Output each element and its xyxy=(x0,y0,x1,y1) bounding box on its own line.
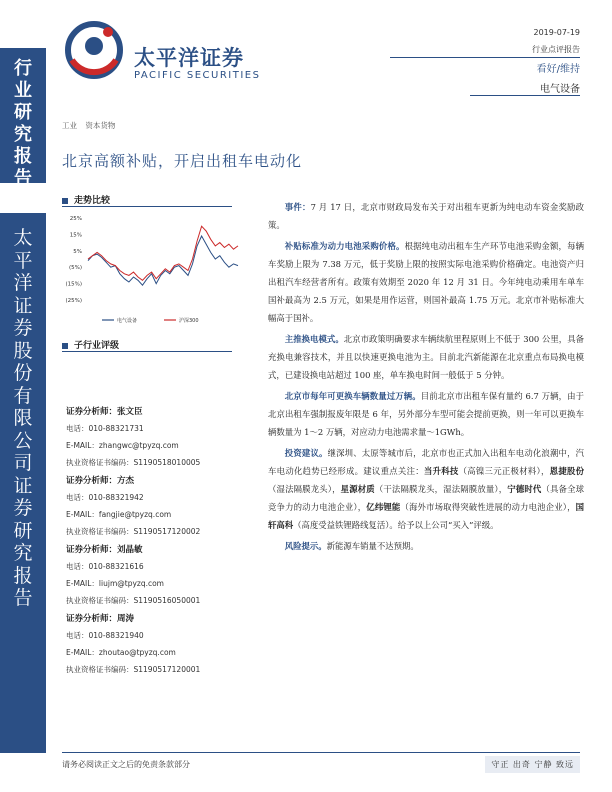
analyst-card xyxy=(66,611,241,678)
report-body xyxy=(268,198,584,558)
analyst-card xyxy=(66,473,241,540)
analyst-name: 周涛 xyxy=(117,614,135,624)
trend-chart xyxy=(62,212,242,332)
analyst-name-line xyxy=(66,404,241,420)
breadcrumb-item: 资本货物 xyxy=(85,121,116,130)
section-subrating-header xyxy=(62,338,119,351)
section-trend-header xyxy=(62,193,110,206)
analyst-card xyxy=(66,542,241,609)
analyst-card xyxy=(66,404,241,471)
report-date: 2019-07-19 xyxy=(533,28,580,37)
analyst-name-line xyxy=(66,473,241,489)
analyst-role: 证券分析师： xyxy=(66,407,118,417)
y-tick-label: 5% xyxy=(73,248,82,255)
y-tick-label: (25%) xyxy=(65,298,82,304)
investment-intro: 继深圳、太原等城市后，北京市也正式加入出租车电动化浪潮中，汽车电动化趋势已经形成。建议重点关注： xyxy=(268,448,585,476)
sidebar-top-band xyxy=(0,48,46,189)
footer-motto: 守正 出奇 宁静 致远 xyxy=(485,756,580,773)
event-lead: 事件： xyxy=(284,202,311,212)
analyst-name-line xyxy=(66,611,241,627)
replacement-body: 目前北京市出租车保有量约 6.7 万辆，由于北京出租车强制报废年限是 6 年，另外部分车型可能会提前更换，则一年可以更换车辆数量为 1～2 万辆，对应动力电池需求量～1GWh。 xyxy=(268,391,584,437)
analyst-license: 执业资格证书编码：S1190517120001 xyxy=(66,665,201,674)
subsidy-body: 根据纯电动出租车生产环节电池采购金额，每辆车奖励上限为 7.38 万元，低于奖励上限的按照实际电池采购价格确定。电池资产归出租汽车经营者所有。政策有效期至 2020 年 12 月 31 日。今年纯电动乘用车单车国补最高为 2.5 万元，如果是用作运营，则国补最高 1.75 万元。北京市补贴标准大幅高于国补。 xyxy=(268,241,585,323)
legend-label: 沪深300 xyxy=(179,318,199,324)
section-trend-label: 走势比较 xyxy=(74,196,111,206)
analyst-email[interactable]: E-MAIL：fangjie@tpyzq.com xyxy=(66,510,172,519)
paragraph-event xyxy=(268,198,584,234)
battery-swap-lead: 主推换电模式。 xyxy=(284,334,344,344)
analyst-name: 张文臣 xyxy=(117,407,143,417)
analyst-name: 方杰 xyxy=(117,476,135,486)
analyst-email[interactable]: E-MAIL：liujm@tpyzq.com xyxy=(66,579,164,588)
investment-lead: 投资建议。 xyxy=(284,448,328,458)
sidebar-report-category: 行 业 研 究 报 告 xyxy=(14,58,32,189)
series-line-0 xyxy=(88,236,238,285)
replacement-lead: 北京市每年可更换车辆数量过万辆。 xyxy=(284,391,421,401)
report-type: 行业点评报告 xyxy=(532,45,580,54)
analyst-license: 执业资格证书编码：S1190518010005 xyxy=(66,458,201,467)
company-desc: （具备全球竞争力的动力电池企业）， xyxy=(268,484,585,512)
y-tick-label: 15% xyxy=(69,232,82,239)
y-tick-label: 25% xyxy=(69,216,82,222)
section-bullet-icon xyxy=(62,198,68,204)
breadcrumb xyxy=(62,120,121,131)
paragraph-subsidy xyxy=(268,237,584,327)
analyst-email[interactable]: E-MAIL：zhoutao@tpyzq.com xyxy=(66,648,176,657)
page-title: 北京高额补贴，开启出租车电动化 xyxy=(62,152,303,170)
company-dangsheng: 当升科技 xyxy=(423,466,459,476)
company-desc: （干法隔膜龙头，湿法隔膜放量）， xyxy=(374,484,508,494)
company-catl: 宁德时代 xyxy=(507,484,542,494)
company-desc: （湿法隔膜龙头）， xyxy=(268,484,341,494)
company-guoxuan: 国轩高科 xyxy=(268,502,584,530)
analyst-phone: 电话：010-88321940 xyxy=(66,631,144,640)
section-subrating-divider xyxy=(62,351,232,352)
analyst-role: 证券分析师： xyxy=(66,476,118,486)
analyst-phone: 电话：010-88321942 xyxy=(66,493,144,502)
y-tick-label: (15%) xyxy=(65,281,82,288)
y-tick-label: (5%) xyxy=(68,265,82,272)
header-divider xyxy=(390,57,580,58)
section-bullet-icon xyxy=(62,343,68,349)
company-desc: （海外市场取得突破性进展的动力电池企业）， xyxy=(400,502,576,512)
paragraph-investment xyxy=(268,444,584,534)
analyst-list xyxy=(66,404,241,680)
paragraph-replacement xyxy=(268,387,584,441)
analyst-name-line xyxy=(66,542,241,558)
sidebar-company-label: 太 平 洋 证 券 股 份 有 限 公 司 证 券 研 究 报 告 xyxy=(13,227,33,609)
analyst-role: 证券分析师： xyxy=(66,545,118,555)
risk-lead: 风险提示。 xyxy=(284,541,327,551)
pacific-securities-logo-icon xyxy=(64,20,124,80)
brand-name-cn: 太平洋证券 xyxy=(134,46,244,70)
company-desc: （高镍三元正极材料）， xyxy=(458,466,550,476)
analyst-role: 证券分析师： xyxy=(66,614,118,624)
analyst-phone: 电话：010-88321731 xyxy=(66,424,144,433)
analyst-phone: 电话：010-88321616 xyxy=(66,562,144,571)
event-body: 7 月 17 日，北京市财政局发布关于对出租车更新为纯电动车资金奖励政策。 xyxy=(268,202,584,230)
legend-label: 电气设备 xyxy=(117,318,138,324)
section-subrating-label: 子行业评级 xyxy=(74,341,120,351)
analyst-email[interactable]: E-MAIL：zhangwc@tpyzq.com xyxy=(66,441,179,450)
sector-divider xyxy=(470,95,580,96)
industry-rating: 看好/维持 xyxy=(536,64,580,75)
company-xingyuan: 星源材质 xyxy=(340,484,375,494)
section-trend-divider xyxy=(62,206,232,207)
brand-name-en: PACIFIC SECURITIES xyxy=(134,70,261,81)
paragraph-risk xyxy=(268,537,584,555)
analyst-license: 执业资格证书编码：S1190516050001 xyxy=(66,596,201,605)
series-line-1 xyxy=(88,226,238,280)
sidebar-bottom-band xyxy=(0,213,46,753)
analyst-name: 刘晶敏 xyxy=(117,545,143,555)
breadcrumb-item: 工业 xyxy=(62,121,77,130)
risk-body: 新能源车销量不达预期。 xyxy=(326,541,419,551)
footer-disclaimer: 请务必阅读正文之后的免责条款部分 xyxy=(62,760,190,769)
company-enjie: 恩捷股份 xyxy=(549,466,585,476)
analyst-license: 执业资格证书编码：S1190517120002 xyxy=(66,527,201,536)
company-desc: （高度受益铁锂路线复活）。给予以上公司“买入”评级。 xyxy=(293,520,499,530)
sector-name: 电气设备 xyxy=(540,84,580,95)
footer-divider xyxy=(62,752,580,753)
paragraph-battery-swap xyxy=(268,330,584,384)
company-eve: 亿纬锂能 xyxy=(366,502,401,512)
subsidy-lead: 补贴标准为动力电池采购价格。 xyxy=(284,241,405,251)
battery-swap-body: 北京市政策明确要求车辆续航里程原则上不低于 300 公里，具备充换电兼容技术，并且以快速更换电池为主。目前北汽新能源在北京重点布局换电模式，已建设换电站超过 100 座，单车换电时间一般低于 5 分钟。 xyxy=(268,334,584,380)
